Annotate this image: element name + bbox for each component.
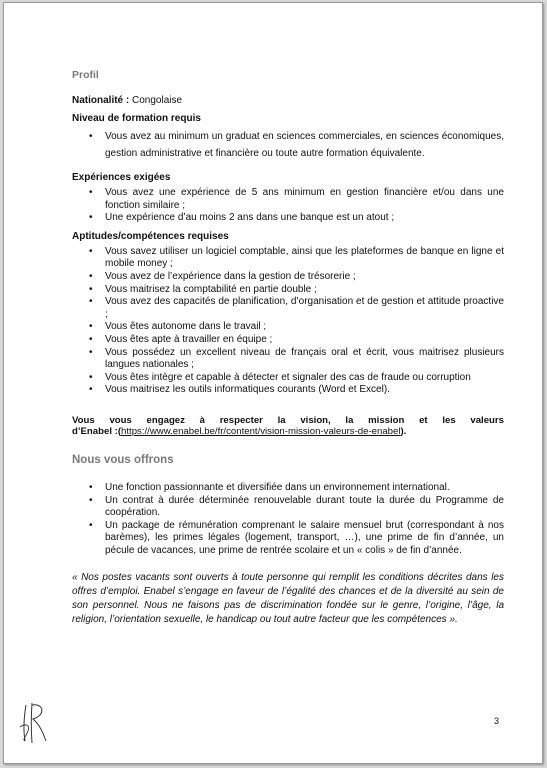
list-item: • Vous maitrisez les outils informatiques courants (Word et Excel).	[72, 384, 504, 397]
commitment-prefix: d’Enabel :(	[72, 426, 122, 438]
formation-list	[72, 128, 504, 162]
list-item: • Vous êtes autonome dans le travail ;	[72, 321, 504, 334]
page-number: 3	[494, 716, 500, 726]
list-item: • Vous savez utiliser un logiciel comptable, ainsi que les plateformes de banque en ligne et mobile money ;	[72, 246, 504, 271]
list-item: • Une fonction passionnante et diversifiée dans un environnement international.	[72, 482, 504, 495]
commitment-line-2	[72, 426, 504, 438]
enabel-values-link[interactable]: https://www.enabel.be/fr/content/vision-mission-valeurs-de-enabel	[121, 426, 401, 438]
nationalite-value: Congolaise	[132, 95, 183, 106]
commitment-line-1: Vous vous engagez à respecter la vision, la mission et les valeurs	[72, 414, 504, 426]
experiences-list	[72, 187, 504, 225]
offre-list	[72, 482, 504, 558]
experiences-heading: Expériences exigées	[72, 172, 171, 183]
profil-heading: Profil	[72, 69, 99, 81]
document-page	[3, 2, 543, 764]
list-item: • Vous êtes apte à travailler en équipe ;	[72, 334, 504, 347]
list-item: • Un contrat à durée déterminée renouvelable durant toute la durée du Programme de coopération.	[72, 495, 504, 520]
nationalite-line	[72, 95, 504, 106]
list-item: • Vous avez des capacités de planification, d’organisation et de gestion et attitude proactive ;	[72, 296, 504, 321]
offre-heading: Nous vous offrons	[72, 453, 174, 466]
list-item: • Vous êtes intègre et capable à détecter et signaler des cas de fraude ou corruption	[72, 372, 504, 385]
list-item: • Vous avez au minimum un graduat en sciences commerciales, en sciences économiques, gestion administrative et financière ou toute autre formation équivalente.	[72, 128, 504, 162]
signature-initials-icon	[16, 697, 56, 747]
page-content	[72, 69, 504, 627]
list-item: • Vous possédez un excellent niveau de français oral et écrit, vous maitrisez plusieurs langues nationales ;	[72, 347, 504, 372]
list-item: • Vous avez de l’expérience dans la gestion de trésorerie ;	[72, 271, 504, 284]
commitment-suffix: ).	[400, 426, 407, 438]
aptitudes-list	[72, 246, 504, 397]
list-item: • Vous avez une expérience de 5 ans minimum en gestion financière et/ou dans une fonction similaire ;	[72, 187, 504, 212]
diversity-statement: « Nos postes vacants sont ouverts à toute personne qui remplit les conditions décrites dans les offres d’emploi. Enabel s’engage en faveur de l’égalité des chances et de la diversité au sein de son personnel. Nous ne faisons pas de discrimination fondée sur le genre, l’origine, l’âge, la religion, l’orientation sexuelle, le handicap ou tout autre facteur que les compétences ».	[72, 572, 504, 626]
nationalite-label: Nationalité :	[72, 95, 130, 106]
list-item: • Un package de rémunération comprenant le salaire mensuel brut (correspondant à nos barèmes), les primes légales (logement, transport, …), une prime de fin d’année, un pécule de vacances, une prime de rentrée scolaire et un « colis » de fin d’année.	[72, 520, 504, 558]
formation-heading: Niveau de formation requis	[72, 113, 201, 124]
list-item: • Une expérience d’au moins 2 ans dans une banque est un atout ;	[72, 212, 504, 225]
list-item: • Vous maitrisez la comptabilité en partie double ;	[72, 284, 504, 297]
aptitudes-heading: Aptitudes/compétences requises	[72, 230, 229, 242]
